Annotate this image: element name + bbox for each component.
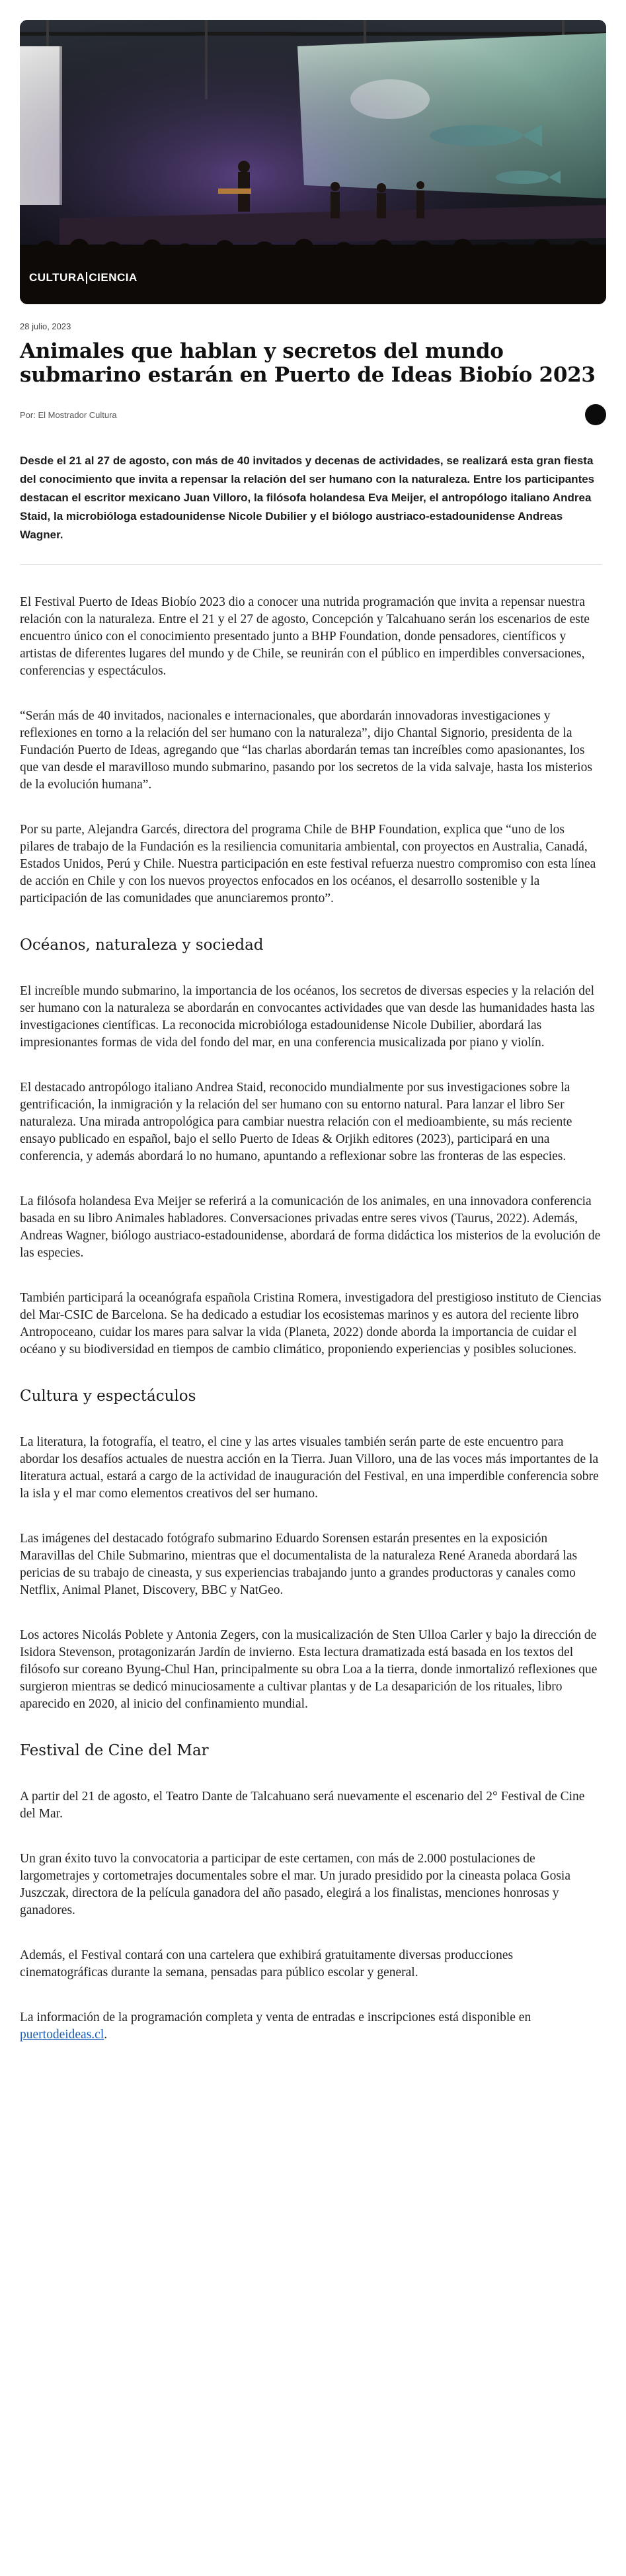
body-paragraph: Las imágenes del destacado fotógrafo submarino Eduardo Sorensen estarán presentes en la exposición Maravillas del Chile Submarino, mientras que el documentalista de la naturaleza René Araneda abordará las pericias de su trabajo de cineasta, y sus experiencias trabajando junto a grandes productoras y canales como Netflix, Animal Planet, Discovery, BBC y NatGeo.: [20, 1532, 578, 1597]
link-suffix: .: [104, 2028, 108, 2042]
body-paragraph: La literatura, la fotografía, el teatro, el cine y las artes visuales también serán parte de este encuentro para abordar los desafíos actuales de nuestra acción en la Tierra. Juan Villoro, una de las voces más importantes de la literatura actual, estará a cargo de la actividad de inauguración del Festival, en una imperdible conferencia sobre la isla y el mar como elementos creativos del ser humano.: [20, 1435, 599, 1501]
body-paragraph: A partir del 21 de agosto, el Teatro Dante de Talcahuano será nuevamente el escenario del 2° Festival de Cine del Mar.: [20, 1790, 585, 1821]
category-tag-cultura[interactable]: CULTURA: [29, 271, 85, 284]
body-paragraph: La filósofa holandesa Eva Meijer se referirá a la comunicación de los animales, en una innovadora conferencia basada en su libro Animales habladores. Conversaciones privadas entre seres vivos (Taurus, 2022). Además, Andreas Wagner, biólogo austriaco-estadounidense, abordará de forma didáctica los misterios de la evolución de las especies.: [20, 1194, 601, 1260]
body-paragraph: El destacado antropólogo italiano Andrea Staid, reconocido mundialmente por sus investigaciones sobre la gentrificación, la inmigración y la relación del ser humano con su entorno natural. Para lanzar el libro Ser naturaleza. Una mirada antropológica para cambiar nuestra relación con el medioambiente, su más reciente ensayo publicado en español, bajo el sello Puerto de Ideas & Orjikh editores (2023), participará en una conferencia, y además abordará lo no humano, apuntando a reflexionar sobre las fronteras de las especies.: [20, 1081, 572, 1163]
category-tags: [29, 271, 137, 284]
byline-row: [20, 404, 606, 425]
section-heading: Festival de Cine del Mar: [20, 1742, 209, 1759]
hero-image: [20, 20, 606, 304]
article-lead: Desde el 21 al 27 de agosto, con más de 40 invitados y decenas de actividades, se realizará esta gran fiesta del conocimiento que invita a repensar la relación del ser humano con la naturaleza. Entre los participantes destacan el escritor mexicano Juan Villoro, la filósofa holandesa Eva Meijer, el antropólogo italiano Andrea Staid, la microbióloga estadounidense Nicole Dubilier y el biólogo austriaco-estadounidense Andreas Wagner.: [20, 452, 602, 565]
section-heading: Cultura y espectáculos: [20, 1388, 196, 1405]
category-separator: [86, 272, 87, 284]
body-paragraph: Los actores Nicolás Poblete y Antonia Zegers, con la musicalización de Sten Ulloa Carler y bajo la dirección de Isidora Stevenson, protagonizarán Jardín de invierno. Esta lectura dramatizada está basada en los textos del filósofo sur coreano Byung-Chul Han, principalmente su obra Loa a la tierra, donde inmortalizó reflexiones que surgieron mientras se dedicó minuciosamente a cultivar plantas y de La desaparición de los rituales, libro aparecido en 2020, al inicio del confinamiento mundial.: [20, 1628, 598, 1711]
body-paragraph: También participará la oceanógrafa española Cristina Romera, investigadora del prestigioso instituto de Ciencias del Mar-CSIC de Barcelona. Se ha dedicado a estudiar los ecosistemas marinos y es autora del reciente libro Antropoceano, cuidar los mares para salvar la vida (Planeta, 2022) donde aborda la importancia de cuidar el océano y su biodiversidad en tiempos de cambio climático, proponiendo experiencias y posibles soluciones.: [20, 1291, 602, 1356]
article-body: [20, 594, 602, 2044]
body-paragraph-text: La información de la programación completa y venta de entradas e inscripciones está disponible en: [20, 2011, 531, 2024]
body-paragraph: El Festival Puerto de Ideas Biobío 2023 dio a conocer una nutrida programación que invita a repensar nuestra relación con la naturaleza. Entre el 21 y el 27 de agosto, Concepción y Talcahuano serán los escenarios de este encuentro único con el conocimiento presentado junto a BHP Foundation, donde pensadores, científicos y artistas de diferentes lugares del mundo y de Chile, se reunirán con el público en imperdibles conversaciones, conferencias y espectáculos.: [20, 595, 590, 678]
section-heading: Océanos, naturaleza y sociedad: [20, 936, 264, 954]
body-paragraph: “Serán más de 40 invitados, nacionales e internacionales, que abordarán innovadoras investigaciones y reflexiones en torno a la relación del ser humano con la naturaleza”, dijo Chantal Signorio, presidenta de la Fundación Puerto de Ideas, agregando que “las charlas abordarán temas tan increíbles como apasionantes, los que van desde el maravilloso mundo submarino, pasando por los secretos de la vida salvaje, hasta los misterios de la evolución humana”.: [20, 709, 592, 792]
article-date: 28 julio, 2023: [20, 321, 71, 331]
body-paragraph: Un gran éxito tuvo la convocatoria a participar de este certamen, con más de 2.000 postulaciones de largometrajes y cortometrajes documentales sobre el mar. Un jurado presidido por la cineasta polaca Gosia Juszczak, directora de la película ganadora del año pasado, elegirá a los finalistas, menciones honrosas y ganadores.: [20, 1852, 570, 1917]
website-link[interactable]: puertodeideas.cl: [20, 2028, 104, 2042]
body-paragraph-last: [20, 2009, 602, 2044]
share-button[interactable]: [585, 404, 606, 425]
article-byline[interactable]: Por: El Mostrador Cultura: [20, 409, 117, 420]
body-paragraph: El increíble mundo submarino, la importancia de los océanos, los secretos de diversas especies y la relación del ser humano con la naturaleza se abordarán en convocantes actividades que van desde las humanidades hasta las investigaciones científicas. La reconocida microbióloga estadounidense Nicole Dubilier, abordará las impresionantes formas de vida del fondo del mar, en una conferencia musicalizada por piano y violín.: [20, 984, 595, 1050]
body-paragraph: Además, el Festival contará con una cartelera que exhibirá gratuitamente diversas producciones cinematográficas durante la semana, pensadas para público escolar y general.: [20, 1948, 514, 1979]
concert-stage-illustration: [20, 20, 606, 304]
article-title: Animales que hablan y secretos del mundo submarino estarán en Puerto de Ideas Biobío 2023: [20, 339, 596, 387]
body-paragraph: Por su parte, Alejandra Garcés, directora del programa Chile de BHP Foundation, explica que “uno de los pilares de trabajo de la Fundación es la resiliencia comunitaria ambiental, con proyectos en Australia, Canadá, Estados Unidos, Perú y Chile. Nuestra participación en este festival refuerza nuestro compromiso con esta línea de acción en Chile y con los nuevos proyectos enfocados en los océanos, el desarrollo sostenible y la participación de las comunidades que anunciaremos pronto”.: [20, 823, 596, 905]
category-tag-ciencia[interactable]: CIENCIA: [89, 271, 137, 284]
